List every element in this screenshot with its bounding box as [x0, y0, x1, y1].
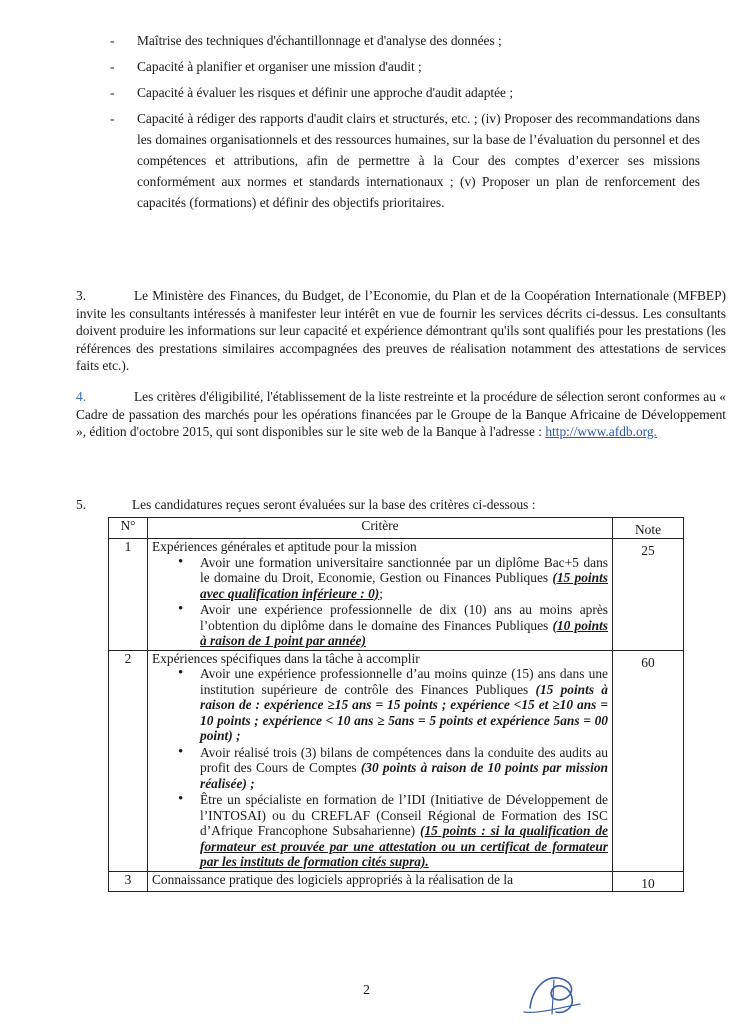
list-item — [200, 602, 608, 649]
dash-marker: - — [110, 59, 115, 74]
list-item-text: Capacité à évaluer les risques et définir une approche d'audit adaptée ; — [137, 85, 514, 100]
criterion-cell — [148, 650, 613, 871]
competency-list — [110, 30, 700, 218]
criterion-title: Expériences générales et aptitude pour la mission — [152, 539, 417, 554]
note-value: 10 — [613, 871, 684, 892]
header-no: N° — [109, 518, 148, 539]
item-text: Avoir une expérience professionnelle de dix (10) ans au moins après l’obtention du diplôme dans le domaine des Finances Publiques — [200, 602, 608, 633]
list-item — [110, 30, 700, 51]
header-note: Note — [613, 518, 684, 539]
table-header-row — [109, 518, 684, 539]
item-score: (15 points avec qualification inférieure : 0) — [200, 570, 609, 601]
list-item — [200, 555, 608, 602]
item-score: (10 points à raison de 1 point par année) — [200, 617, 608, 648]
list-item — [110, 56, 700, 77]
list-item-text: Capacité à planifier et organiser une mission d'audit ; — [137, 59, 422, 74]
item-end: ; — [379, 585, 383, 601]
table-row — [109, 650, 684, 871]
paragraph-5 — [76, 497, 716, 513]
paragraph-3 — [76, 287, 726, 375]
criterion-cell — [148, 871, 613, 892]
list-item — [110, 82, 700, 103]
list-item-text: Maîtrise des techniques d'échantillonnage et d'analyse des données ; — [137, 33, 502, 48]
row-number: 1 — [109, 539, 148, 651]
note-value: 60 — [613, 650, 684, 871]
item-score: (30 points à raison de 10 points par mission réalisée) ; — [200, 760, 608, 791]
paragraph-text: Le Ministère des Finances, du Budget, de l’Economie, du Plan et de la Coopération Internationale (MFBEP) invite les consultants intéressés à manifester leur intérêt en vue de fournir les services décrits ci-dessus. Les consultants doivent produire les informations sur leur capacité et expérience démontrant qu'ils sont qualifiés pour les prestations (les références des prestations similaires accompagnées des preuves de réalisation notamment des attestations de services faits etc.). — [76, 288, 726, 373]
paragraph-text: Les candidatures reçues seront évaluées sur la base des critères ci-dessous : — [132, 497, 536, 512]
criteria-table — [108, 517, 684, 892]
paragraph-number: 4. — [76, 389, 87, 404]
dash-marker: - — [110, 111, 115, 126]
handwritten-initials-icon — [518, 968, 598, 1018]
list-item — [110, 108, 700, 213]
table-row — [109, 871, 684, 892]
afdb-website-link[interactable]: http://www.afdb.org. — [545, 424, 657, 439]
criterion-items — [152, 666, 608, 870]
dash-marker: - — [110, 33, 115, 48]
row-number: 3 — [109, 871, 148, 892]
paragraph-4 — [76, 388, 726, 441]
list-item — [200, 745, 608, 792]
header-critere: Critère — [148, 518, 613, 539]
page-number: 2 — [363, 983, 370, 998]
criterion-items — [152, 555, 608, 649]
paragraph-number: 5. — [76, 497, 87, 512]
list-item — [200, 792, 608, 870]
list-item — [200, 666, 608, 744]
item-score: (15 points : si la qualification de formateur est prouvée par une attestation ou un certificat de formateur par les instituts de formation cités supra). — [200, 823, 608, 869]
dash-marker: - — [110, 85, 115, 100]
item-text: Avoir une formation universitaire sanctionnée par un diplôme Bac+5 dans le domaine du Droit, Economie, Gestion ou Finances Publiques — [200, 554, 608, 585]
criterion-title: Expériences spécifiques dans la tâche à accomplir — [152, 650, 420, 666]
table-row — [109, 539, 684, 651]
item-score: (15 points à raison de : expérience ≥15 ans = 15 points ; expérience <15 et ≥10 ans = 10 points ; expérience < 10 ans ≥ 5ans = 5 points et expérience 5ans = 00 point) ; — [200, 681, 608, 743]
criterion-cell — [148, 539, 613, 651]
note-value: 25 — [613, 539, 684, 651]
paragraph-number: 3. — [76, 288, 87, 303]
item-text: Avoir réalisé trois (3) bilans de compétences dans la conduite des audits au profit des Cours de Comptes — [200, 744, 608, 775]
list-item-text: Capacité à rédiger des rapports d'audit clairs et structurés, etc. ; (iv) Proposer des recommandations dans les domaines organisationnels et des ressources humaines, sur la base de l’évaluation du personnel et des compétences et attributions, afin de permettre à la Cour des comptes d’exercer ses missions conformément aux normes et standards internationaux ; (v) Proposer un plan de renforcement des capacités (formations) et définir des objectifs prioritaires. — [137, 111, 700, 210]
paragraph-text: Les critères d'éligibilité, l'établissement de la liste restreinte et la procédure de sélection seront conformes au « Cadre de passation des marchés pour les opérations financées par le Groupe de la Banque Africaine de Développement », édition d'octobre 2015, qui sont disponibles sur le site web de la Banque à l'adresse : — [76, 389, 726, 439]
item-text: Avoir une expérience professionnelle d’au moins quinze (15) ans dans une institution supérieure de contrôle des Finances Publiques — [200, 666, 608, 697]
criterion-title: Connaissance pratique des logiciels appropriés à la réalisation de la — [152, 871, 514, 887]
row-number: 2 — [109, 650, 148, 871]
item-text: Être un spécialiste en formation de l’IDI (Initiative de Développement de l’INTOSAI) ou du CREFLAF (Conseil Régional de Formation des ISC d’Afrique Francophone Subsaharienne) — [200, 792, 608, 838]
